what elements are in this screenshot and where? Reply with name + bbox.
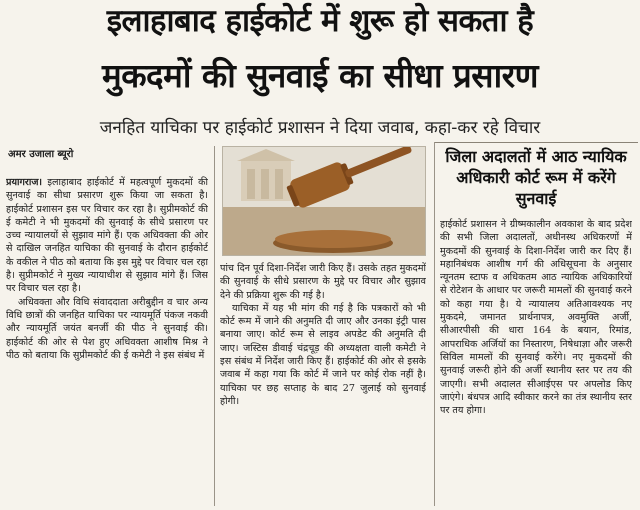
headline-line-2: मुकदमों की सुनवाई का सीधा प्रसारण xyxy=(101,56,538,95)
gavel-photo xyxy=(222,146,426,256)
article-paragraph: पांच दिन पूर्व दिशा-निर्देश जारी किए हैं। उसके तहत मुकदमों की सुनवाई के सीधे प्रसारण के मुद्दे पर विचार और सुझाव देने की प्रक्रिया शुरू की गई है। xyxy=(220,263,426,301)
column-divider-1 xyxy=(214,146,215,506)
article-paragraph: याचिका में यह भी मांग की गई है कि पत्रकारों को भी कोर्ट रूम में जाने की अनुमति दी जाए और उनका इंट्री पास बनाया जाए। कोर्ट रूम से लाइव अपडेट की अनुमति दी जाए। जस्टिस डीवाई चंद्रचूड़ की अध्यक्षता वाली कमेटी ने इस संबंध में निर्देश जारी किए हैं। हाईकोर्ट की ओर से इसके जवाब में कहा गया कि कोर्ट में जाने पर कोई रोक नहीं है। याचिका पर छह सप्ताह के बाद 27 जुलाई को सुनवाई होगी। xyxy=(220,302,426,407)
byline: अमर उजाला ब्यूरो xyxy=(8,149,74,160)
headline-line-1: इलाहाबाद हाईकोर्ट में शुरू हो सकता है xyxy=(106,3,534,39)
sidebar-top-rule xyxy=(434,142,638,143)
article-column-2 xyxy=(220,262,426,506)
gavel-icon xyxy=(223,147,425,255)
sidebar-paragraph: हाईकोर्ट प्रशासन ने ग्रीष्मकालीन अवकाश के बाद प्रदेश की सभी जिला अदालतों, अधीनस्थ अधिकरणों में मुकदमों की सुनवाई के दिशा-निर्देश जारी कर दिए हैं। महानिबंधक आशीष गर्ग की अधिसूचना के अनुसार न्यूनतम स्टाफ व अधिकतम आठ न्यायिक अधिकारियों से रोटेशन के आधार पर जरूरी मामलों की सुनवाई करने को कहा गया है। ये न्यायालय अतिआवश्यक नए मुकदमे, जमानत प्रार्थनापत्र, अवमुक्ति अर्जी, सीआरपीसी की धारा 164 के बयान, रिमांड, आपराधिक अर्जियों का निस्तारण, निषेधाज्ञा और जरूरी सिविल मामलों की सुनवाई करेंगे। नए मुकदमों की सुनवाई जरूरी होने की अर्जी स्थानीय स्तर पर तय की जाएगी। सभी अदालत सीआईएस पर अपलोड किए जाएंगे। बंधपत्र आदि स्वीकार करने का तंत्र स्थानीय स्तर पर तय होगा। xyxy=(440,219,632,417)
column-divider-2 xyxy=(434,142,435,506)
dateline: प्रयागराज। xyxy=(6,177,43,188)
article-text: इलाहाबाद हाईकोर्ट में महत्वपूर्ण मुकदमों की सुनवाई का सीधा प्रसारण शुरू किया जा सकता है। हाईकोर्ट प्रशासन इस पर विचार कर रहा है। सुप्रीमकोर्ट की ई कमेटी ने भी मुकदमों की सुनवाई के सीधे प्रसारण पर उच्च न्यायालयों से सुझाव मांगे हैं। एक अधिवक्ता की ओर से दाखिल जनहित याचिका की सुनवाई के दौरान हाईकोर्ट के वकील ने पीठ को बताया कि इस मुद्दे पर विचार चल रहा है। सुप्रीमकोर्ट ने मुख्य न्यायाधीश से सुझाव मांगे हैं। जिस पर विचार चल रहा है। xyxy=(6,177,208,295)
article-column-1 xyxy=(6,176,208,506)
subheadline: जनहित याचिका पर हाईकोर्ट प्रशासन ने दिया जवाब, कहा-कर रहे विचार xyxy=(99,118,541,138)
sidebar-title: जिला अदालतों में आठ न्यायिक अधिकारी कोर्ट रूम में करेंगे सुनवाई xyxy=(445,147,627,208)
article-paragraph: अधिवक्ता और विधि संवाददाता अरीबुद्दीन व चार अन्य विधि छात्रों की जनहित याचिका पर न्यायमूर्ति पंकज नकवी और न्यायमूर्ति जयंत बनर्जी की पीठ ने सुनवाई की। हाईकोर्ट की ओर से पेश हुए अधिवक्ता आशीष मिश्र ने पीठ को बताया कि सुप्रीमकोर्ट की ई कमेटी ने इस संबंध में xyxy=(6,296,208,361)
sidebar-body xyxy=(440,218,632,506)
article-paragraph xyxy=(6,176,208,296)
